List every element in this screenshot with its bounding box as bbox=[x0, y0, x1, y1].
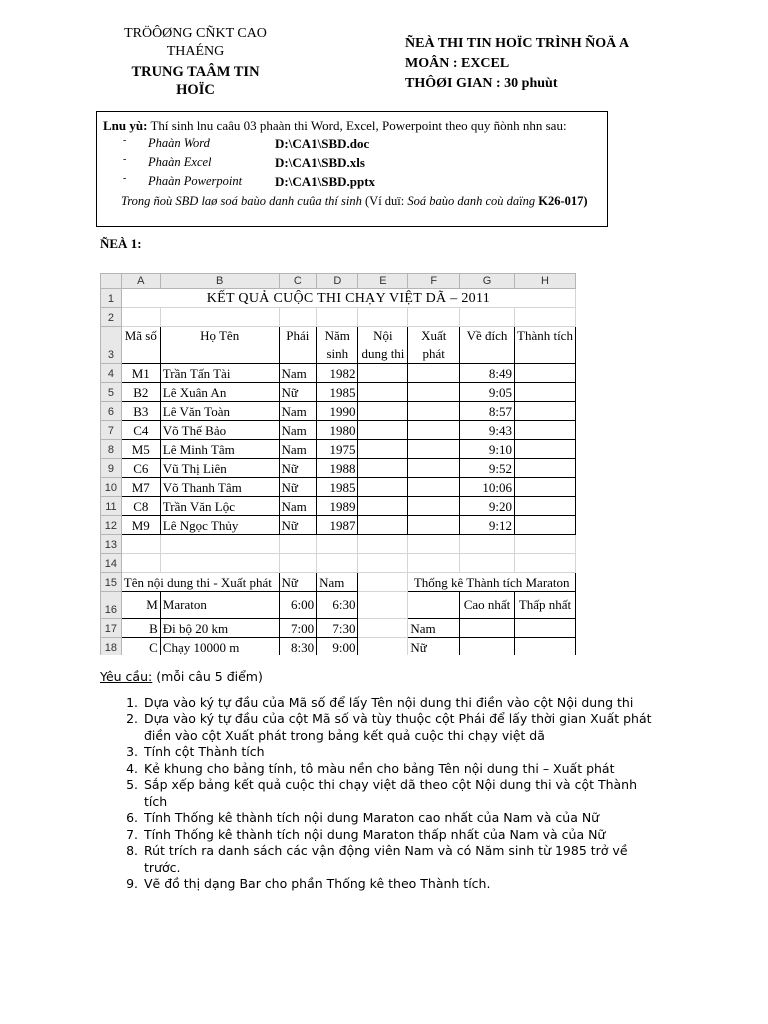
column-header-row: A B C D E F G H bbox=[101, 274, 576, 289]
exam-title: ÑEÀ THI TIN HOÏC TRÌNH ÑOÄ A bbox=[405, 36, 630, 51]
col-header: Về đích bbox=[460, 327, 515, 364]
result-row: 8 M5 Lê Minh Tâm Nam 1975 9:10 bbox=[101, 440, 576, 459]
lookup-col-nu: Nữ bbox=[279, 573, 317, 592]
lookup-row: 16 M Maraton 6:00 6:30 Cao nhất Thấp nhất bbox=[101, 592, 576, 619]
school-header bbox=[118, 25, 273, 112]
note-item: - Phaàn Excel D:\CA1\SBD.xls bbox=[123, 154, 365, 170]
lookup-row: 17 B Đi bộ 20 km 7:00 7:30 Nam bbox=[101, 619, 576, 638]
result-row: 7 C4 Võ Thế Bảo Nam 1980 9:43 bbox=[101, 421, 576, 440]
note-footer: Trong ñoù SBD laø soá baùo danh cuûa thí sinh (Ví duï: Soá baùo danh coù daïng K26-017) bbox=[121, 194, 588, 208]
result-row: 9 C6 Vũ Thị Liên Nữ 1988 9:52 bbox=[101, 459, 576, 478]
result-row: 4 M1 Trần Tấn Tài Nam 1982 8:49 bbox=[101, 364, 576, 383]
note-item: - Phaàn Word D:\CA1\SBD.doc bbox=[123, 135, 370, 151]
lookup-title: Tên nội dung thi - Xuất phát bbox=[121, 573, 279, 592]
note-text: Thí sinh lnu caâu 03 phaàn thi Word, Excel, Powerpoint theo quy ñònh nhn sau: bbox=[150, 118, 567, 133]
requirement-item: 4. Kẻ khung cho bảng tính, tô màu nền cho bảng Tên nội dung thi – Xuất phát bbox=[142, 761, 660, 778]
result-row: 11 C8 Trần Văn Lộc Nam 1989 9:20 bbox=[101, 497, 576, 516]
note-item: - Phaàn Powerpoint D:\CA1\SBD.pptx bbox=[123, 173, 376, 189]
col-header: Phái bbox=[279, 327, 317, 364]
requirements bbox=[100, 669, 660, 893]
col-header: Thành tích bbox=[514, 327, 575, 364]
stats-row-nu: Nữ bbox=[408, 638, 460, 656]
requirements-list bbox=[100, 695, 660, 893]
sheet-row: 13 bbox=[101, 535, 576, 554]
stats-max-header: Cao nhất bbox=[460, 592, 515, 619]
lookup-header-row: 15 Tên nội dung thi - Xuất phát Nữ Nam Thống kê Thành tích Maraton bbox=[101, 573, 576, 592]
stats-min-header: Thấp nhất bbox=[514, 592, 575, 619]
sheet-row: 2 bbox=[101, 308, 576, 327]
col-header: Nội dung thi bbox=[358, 327, 408, 364]
requirement-item: 1. Dựa vào ký tự đầu của Mã số để lấy Tên nội dung thi điền vào cột Nội dung thi bbox=[142, 695, 660, 712]
result-row: 6 B3 Lê Văn Toàn Nam 1990 8:57 bbox=[101, 402, 576, 421]
lookup-col-nam: Nam bbox=[317, 573, 358, 592]
lookup-row: 18 C Chạy 10000 m 8:30 9:00 Nữ bbox=[101, 638, 576, 656]
spreadsheet-table bbox=[100, 273, 576, 655]
note-item-path: D:\CA1\SBD.xls bbox=[275, 155, 365, 170]
stats-title: Thống kê Thành tích Maraton bbox=[408, 573, 576, 592]
requirement-item: 9. Vẽ đồ thị dạng Bar cho phần Thống kê theo Thành tích. bbox=[142, 876, 660, 893]
section-label: ÑEÀ 1: bbox=[100, 236, 142, 251]
note-item-path: D:\CA1\SBD.pptx bbox=[275, 174, 376, 189]
school-name-line2: THAÉNG bbox=[166, 44, 225, 59]
note-box bbox=[96, 111, 608, 227]
requirement-item: 2. Dựa vào ký tự đầu của cột Mã số và tùy thuộc cột Phái để lấy thời gian Xuất phát điền vào cột Xuất phát trong bảng kết quả cuộc thi chạy việt dã bbox=[142, 711, 660, 744]
col-header: Xuất phát bbox=[408, 327, 460, 364]
sheet-row: 1 KẾT QUẢ CUỘC THI CHẠY VIỆT DÃ – 2011 bbox=[101, 289, 576, 308]
school-name-line1: TRÖÔØNG CÑKT CAO bbox=[124, 26, 267, 41]
col-header: Họ Tên bbox=[160, 327, 279, 364]
col-header: Năm sinh bbox=[317, 327, 358, 364]
requirement-item: 8. Rút trích ra danh sách các vận động viên Nam và có Năm sinh từ 1985 trở về trước. bbox=[142, 843, 660, 876]
requirement-item: 6. Tính Thống kê thành tích nội dung Maraton cao nhất của Nam và của Nữ bbox=[142, 810, 660, 827]
stats-row-nam: Nam bbox=[408, 619, 460, 638]
note-item-name: Phaàn Excel bbox=[148, 155, 212, 169]
note-label: Lnu yù: bbox=[103, 118, 148, 133]
sheet-row: 14 bbox=[101, 554, 576, 573]
col-header: Mã số bbox=[121, 327, 160, 364]
spreadsheet-image bbox=[100, 273, 576, 655]
result-row: 10 M7 Võ Thanh Tâm Nữ 1985 10:06 bbox=[101, 478, 576, 497]
requirement-item: 5. Sắp xếp bảng kết quả cuộc thi chạy việt dã theo cột Nội dung thi và cột Thành tích bbox=[142, 777, 660, 810]
requirements-label: Yêu cầu: bbox=[100, 669, 153, 684]
center-name: TRUNG TAÂM TIN HOÏC bbox=[131, 64, 260, 98]
requirement-item: 7. Tính Thống kê thành tích nội dung Maraton thấp nhất của Nam và của Nữ bbox=[142, 827, 660, 844]
note-item-path: D:\CA1\SBD.doc bbox=[275, 136, 370, 151]
result-row: 5 B2 Lê Xuân An Nữ 1985 9:05 bbox=[101, 383, 576, 402]
exam-subject: MOÂN : EXCEL bbox=[405, 56, 510, 71]
result-row: 12 M9 Lê Ngọc Thủy Nữ 1987 9:12 bbox=[101, 516, 576, 535]
note-item-name: Phaàn Word bbox=[148, 136, 210, 150]
requirements-note: (mỗi câu 5 điểm) bbox=[152, 669, 263, 684]
sheet-title: KẾT QUẢ CUỘC THI CHẠY VIỆT DÃ – 2011 bbox=[121, 289, 575, 308]
sheet-header-row: 3 Mã số Họ Tên Phái Năm sinh Nội dung thi Xuất phát Về đích Thành tích bbox=[101, 327, 576, 364]
note-item-name: Phaàn Powerpoint bbox=[148, 174, 243, 188]
exam-time: THÔØI GIAN : 30 phuùt bbox=[405, 76, 558, 91]
exam-header bbox=[405, 34, 629, 94]
requirement-item: 3. Tính cột Thành tích bbox=[142, 744, 660, 761]
